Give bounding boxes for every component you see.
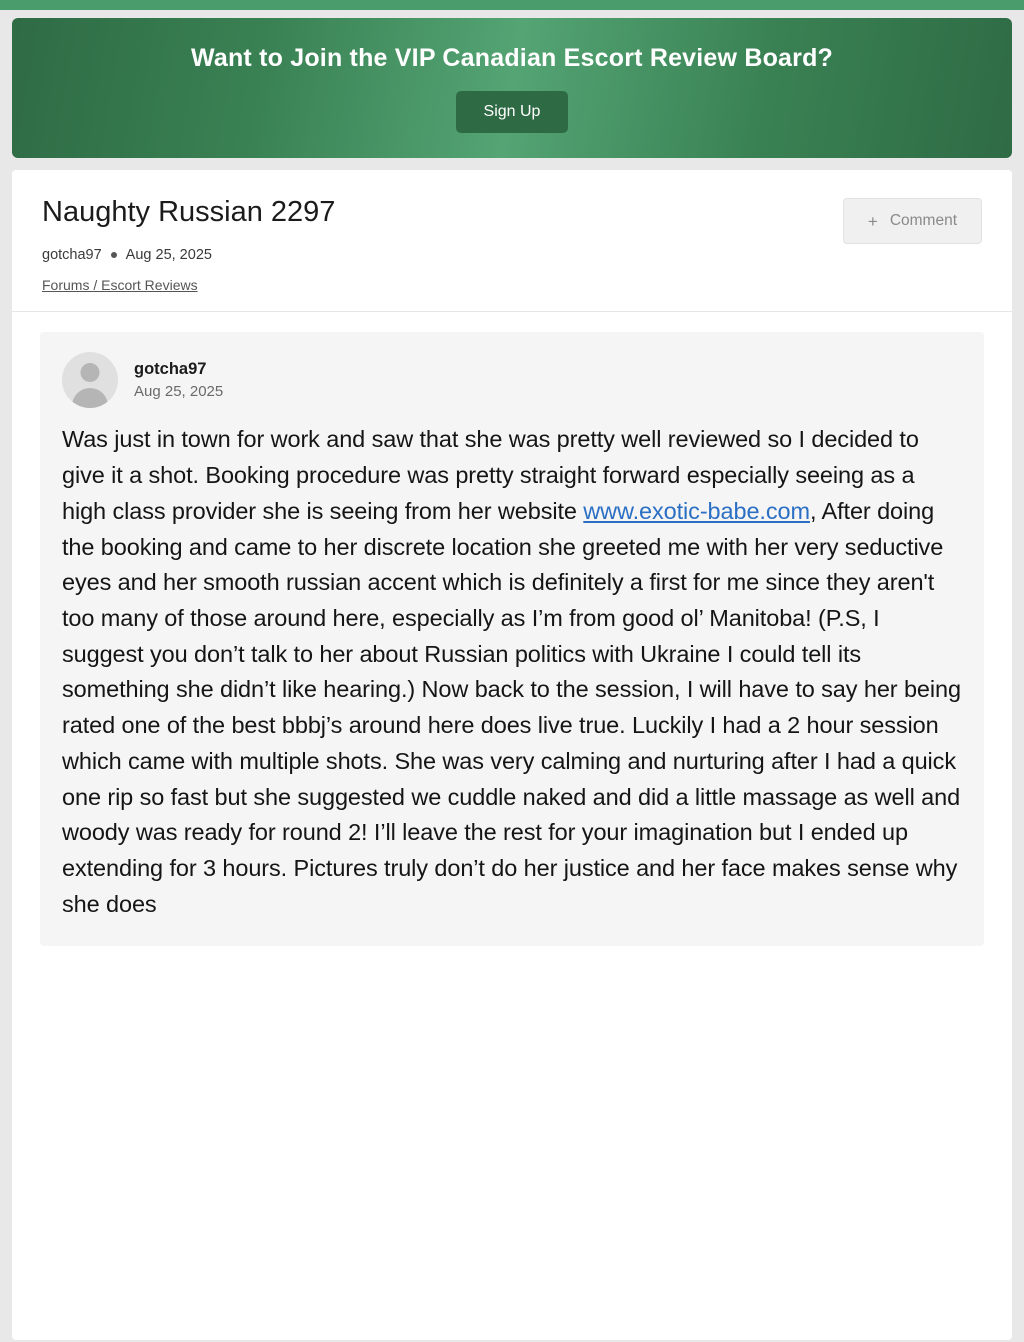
post-author: gotcha97: [42, 247, 102, 264]
post-header: [12, 170, 1012, 312]
breadcrumb[interactable]: Forums / Escort Reviews: [42, 277, 198, 294]
banner-title: Want to Join the VIP Canadian Escort Review Board?: [190, 43, 834, 72]
comment-text-part-1: Was just in town for work and saw that she was pretty well reviewed so I decided to give it a shot. Booking procedure was pretty straight forward especially seeing as a high class provider she is seeing from her website: [62, 426, 919, 524]
post-card: [12, 170, 1012, 1340]
page-title: Naughty Russian 2297: [42, 196, 336, 228]
comment-date: Aug 25, 2025: [134, 383, 224, 401]
comment-author-meta: [134, 357, 223, 404]
avatar: [62, 352, 118, 408]
website-link[interactable]: www.exotic-babe.com: [583, 497, 810, 524]
meta-separator-dot: [111, 252, 117, 258]
vip-signup-banner: [12, 18, 1012, 158]
comment-button[interactable]: [843, 198, 982, 244]
post-date: Aug 25, 2025: [125, 247, 212, 264]
comment-button-label: Comment: [889, 212, 957, 229]
plus-icon: +: [867, 211, 878, 231]
top-accent-strip: [0, 0, 1024, 10]
comment-author-name: gotcha97: [134, 359, 207, 378]
sign-up-button[interactable]: Sign Up: [456, 91, 569, 133]
comment-item: [40, 332, 984, 946]
comment-body: [62, 422, 964, 922]
post-meta: [42, 247, 982, 263]
comment-text-part-2: , After doing the booking and came to her discrete location she greeted me with her very seductive eyes and her smooth russian accent which is definitely a first for me since they aren't too many of those around here, especially as I’m from good ol’ Manitoba! (P.S, I suggest you don’t talk to her about Russian politics with Ukraine I could tell its something she didn’t like hearing.) Now back to the session, I will have to say her being rated one of the best bbbj’s around here does live true. Luckily I had a 2 hour session which came with multiple shots. She was very calming and nurturing after I had a quick one rip so fast but she suggested we cuddle naked and did a little massage as well and woody was ready for round 2! I’ll leave the rest for your imagination but I ended up extending for 3 hours. Pictures truly don’t do her justice and her face makes sense why she does: [62, 497, 961, 917]
comment-author-row: [62, 352, 964, 408]
